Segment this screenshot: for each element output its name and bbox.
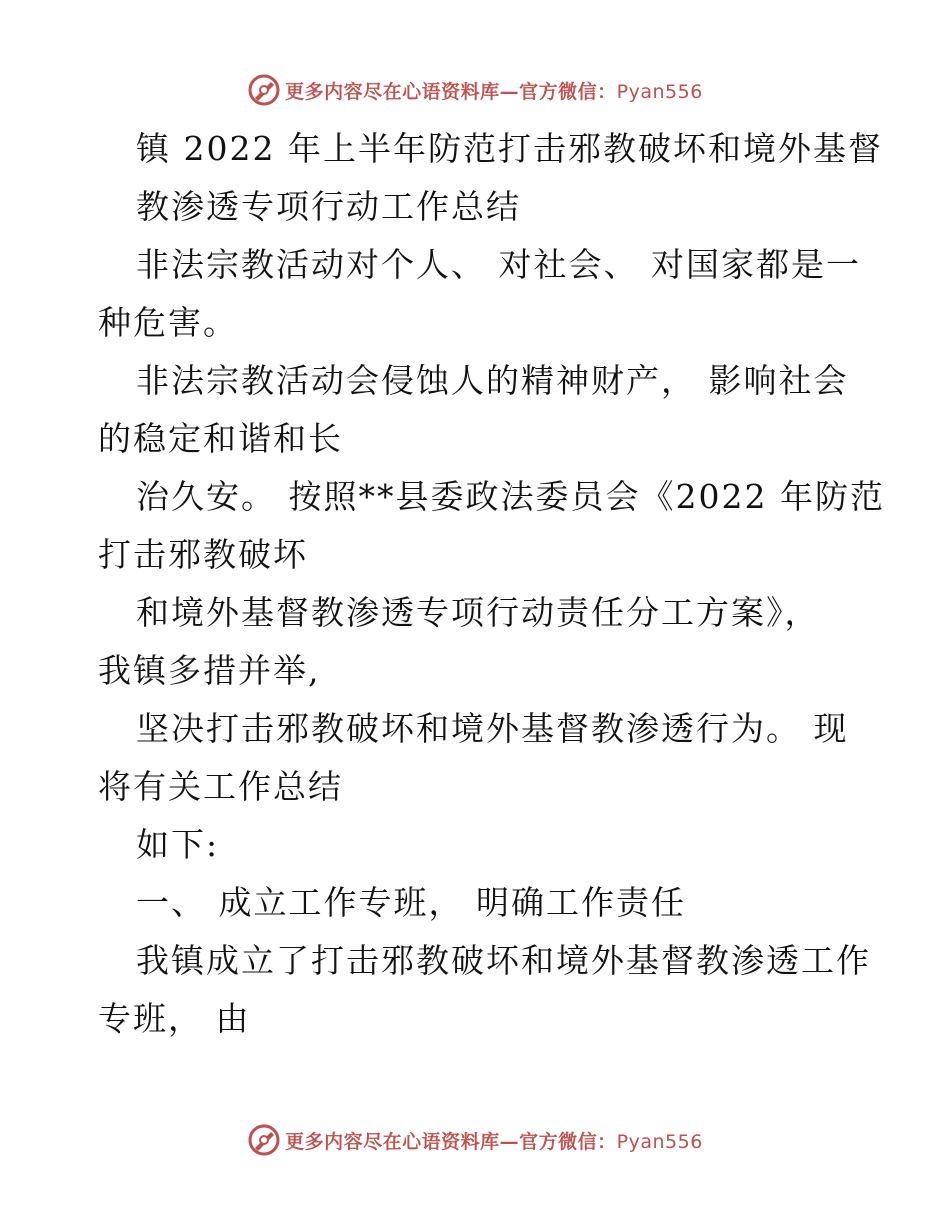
paragraph-line: 和境外基督教渗透专项行动责任分工方案》， xyxy=(136,593,820,632)
paragraph-line: 打击邪教破坏 xyxy=(98,535,308,574)
paragraph-line: 我镇成立了打击邪教破坏和境外基督教渗透工作 xyxy=(136,941,871,980)
paragraph-line: 治久安。 按照**县委政法委员会《2022 年防范 xyxy=(136,477,885,516)
paragraph-line: 如下: xyxy=(136,825,220,864)
header-banner xyxy=(0,73,950,107)
paragraph-line: 专班， 由 xyxy=(98,999,251,1038)
section-heading: 一、 成立工作专班， 明确工作责任 xyxy=(136,883,686,922)
header-wechat-id: Pyan556 xyxy=(616,80,703,103)
seal-pen-logo-icon xyxy=(247,1123,281,1157)
seal-pen-logo-icon xyxy=(247,73,281,107)
paragraph-line: 种危害。 xyxy=(98,303,238,342)
footer-wechat-id: Pyan556 xyxy=(616,1130,703,1153)
paragraph-line: 非法宗教活动会侵蚀人的精神财产， 影响社会 xyxy=(136,361,849,400)
paragraph-line: 非法宗教活动对个人、 对社会、 对国家都是一 xyxy=(136,245,861,284)
header-banner-text: 更多内容尽在心语资料库—官方微信：Pyan556 xyxy=(285,80,703,103)
document-body xyxy=(98,120,885,1048)
paragraph-line: 的稳定和谐和长 xyxy=(98,419,343,458)
footer-banner-text: 更多内容尽在心语资料库—官方微信：Pyan556 xyxy=(285,1130,703,1153)
paragraph-line: 坚决打击邪教破坏和境外基督教渗透行为。 现 xyxy=(136,709,849,748)
footer-banner xyxy=(0,1123,950,1157)
paragraph-line: 我镇多措并举, xyxy=(98,651,321,690)
title-line-1: 镇 2022 年上半年防范打击邪教破坏和境外基督 xyxy=(136,129,883,168)
title-line-2: 教渗透专项行动工作总结 xyxy=(136,187,521,226)
paragraph-line: 将有关工作总结 xyxy=(98,767,343,806)
